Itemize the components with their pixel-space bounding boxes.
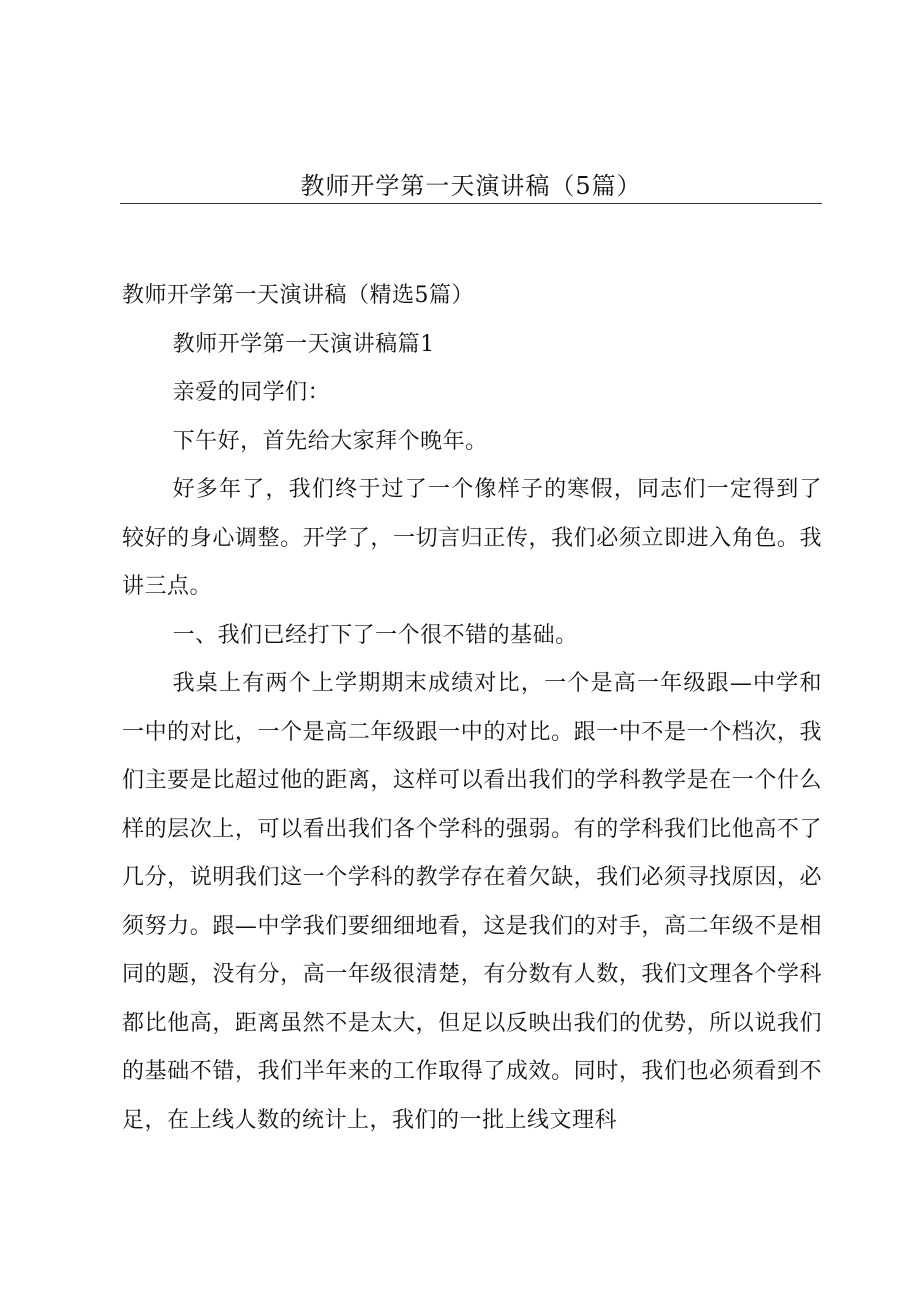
greeting-paragraph: 下午好，首先给大家拜个晚年。 [172,428,488,454]
subtitle-paragraph: 教师开学第一天演讲稿（精选5篇） [122,283,474,308]
salutation: 亲爱的同学们： [172,380,331,405]
document-title: 教师开学第一天演讲稿（5篇） [300,172,642,200]
document-body [122,272,822,1145]
section-heading: 教师开学第一天演讲稿篇1 [172,331,435,357]
point-heading: 一、我们已经打下了一个很不错的基础。 [172,622,578,648]
title-underline [120,203,822,204]
body-paragraph: 好多年了，我们终于过了一个像样子的寒假，同志们一定得到了较好的身心调整。开学了，一切言归正传，我们必须立即进入角色。我讲三点。 [122,477,822,599]
body-paragraph: 我桌上有两个上学期期末成绩对比，一个是高一年级跟—中学和一中的对比，一个是高二年级跟一中的对比。跟一中不是一个档次，我们主要是比超过他的距离，这样可以看出我们的学科教学是在一个什么样的层次上，可以看出我们各个学科的强弱。有的学科我们比他高不了几分，说明我们这一个学科的教学存在着欠缺，我们必须寻找原因，必须努力。跟—中学我们要细细地看，这是我们的对手，高二年级不是相同的题，没有分，高一年级很清楚，有分数有人数，我们文理各个学科都比他高，距离虽然不是太大，但足以反映出我们的优势，所以说我们的基础不错，我们半年来的工作取得了成效。同时，我们也必须看到不足，在上线人数的统计上，我们的一批上线文理科 [122,671,822,1133]
